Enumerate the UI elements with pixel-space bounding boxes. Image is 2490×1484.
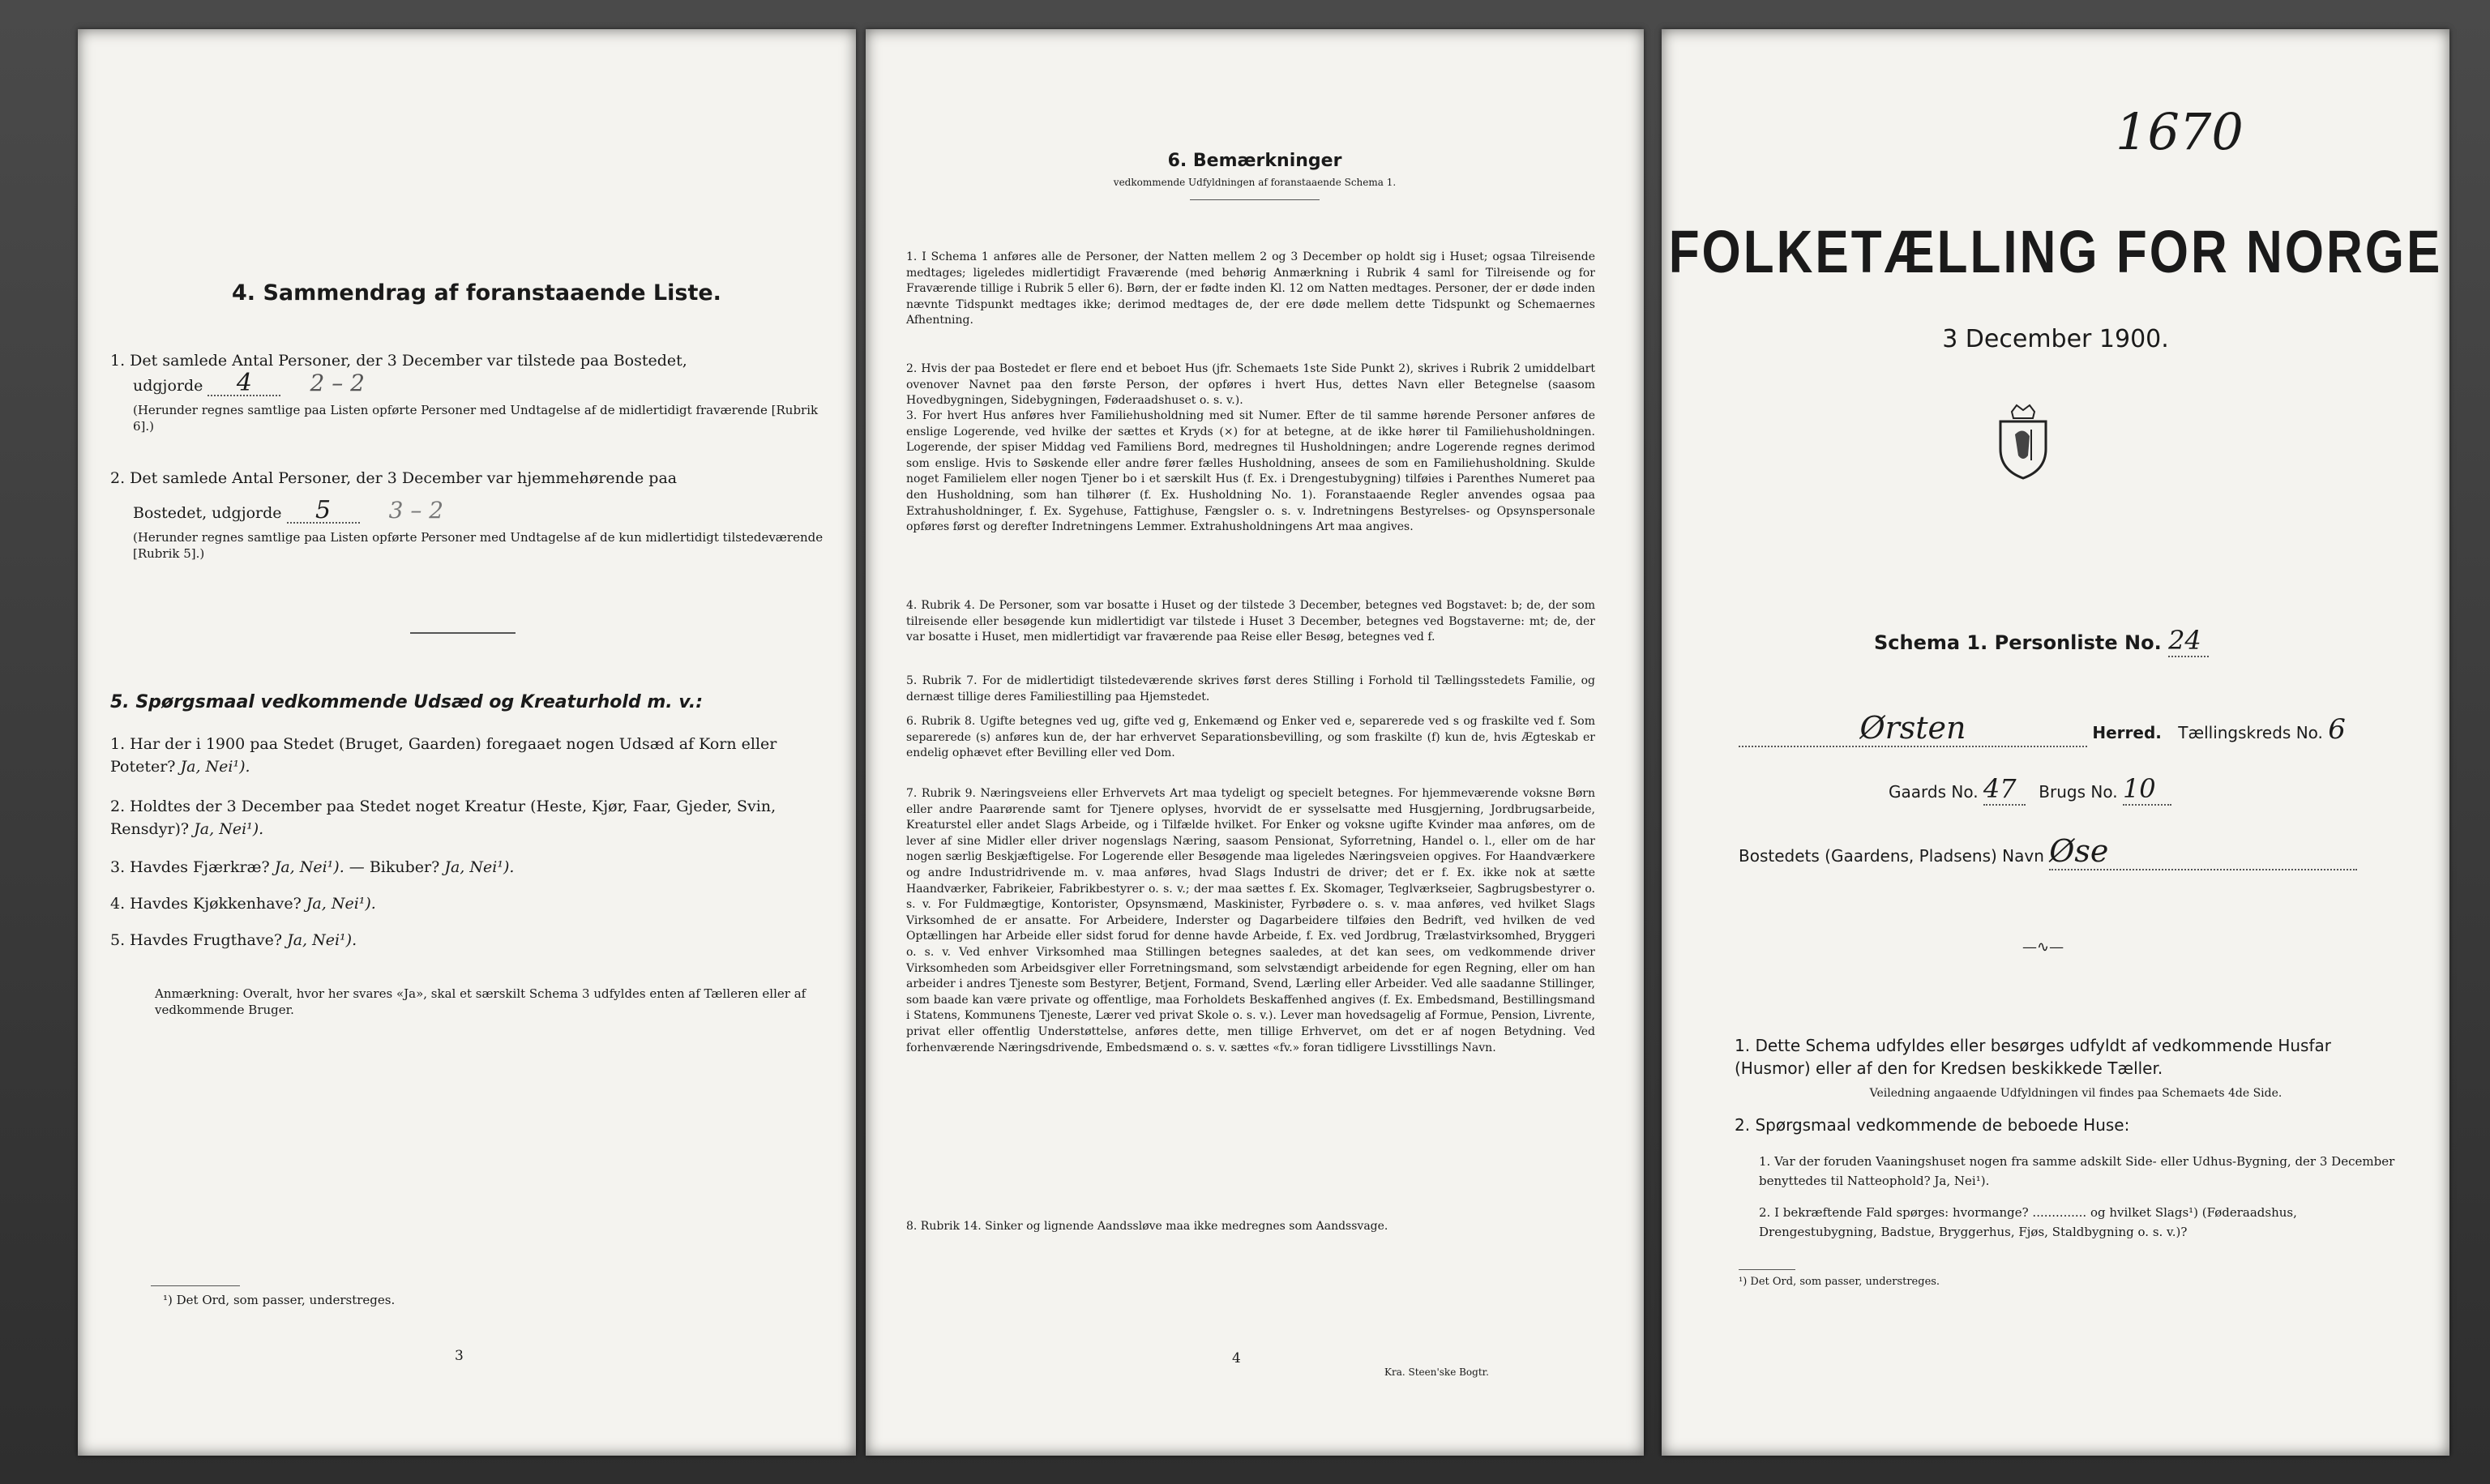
footnote: ¹) Det Ord, som passer, understreges.	[1739, 1276, 1940, 1288]
instruction-1: 1. Dette Schema udfyldes eller besørges udfyldt af vedkommende Husfar (Husmor) eller af den for Kredsen beskikkede Tæller.	[1735, 1036, 2331, 1078]
instruction-2: 2. Spørgsmaal vedkommende de beboede Huse:	[1735, 1115, 2130, 1135]
divider	[410, 632, 516, 634]
livestock-question	[110, 795, 824, 840]
bosted-line	[1739, 833, 2357, 870]
s5-q2-text: 2. Holdtes der 3 December paa Stedet noget Kreatur (Heste, Kjør, Faar, Gjeder, Svin, Rensdyr)?	[110, 798, 777, 838]
remark-item-1: 1. I Schema 1 anføres alle de Personer, der Natten mellem 2 og 3 December op holdt sig i Huset; ogsaa Tilreisende medtages; ligeledes midlertidigt Fraværende (med behørig Anmærkning i Rubrik 4 saml for Tilreisende og for Fraværende tillige i Rubrik 5 eller 6). Børn, der er fødte inden Kl. 12 om Natten medtages. Personer, der er døde inden nævnte Tidspunkt medtages ikke; derimod medtages de, der ere døde mellem dette Tidspunkt og Schemaernes Afhentning.	[906, 250, 1595, 327]
gaards-line	[1889, 773, 2171, 806]
s5-q3-answer: Ja, Nei¹).	[274, 858, 344, 876]
q1-label: udgjorde	[133, 377, 203, 395]
gaards-number: 47	[1983, 773, 2026, 806]
remark-item-6: 6. Rubrik 8. Ugifte betegnes ved ug, gifte ved g, Enkemænd og Enker ved e, separerede ved s og fraskilte ved f. Som separerede (s) anføres kun de, der har erhvervet Separationsbevilling, og som fraskilte (f) kun de, hvis Ægteskab er endelig ophævet efter Bevilling eller ved Dom.	[906, 715, 1595, 760]
instruction-1-note: Veiledning angaaende Udfyldningen vil findes paa Schemaets 4de Side.	[1869, 1087, 2282, 1100]
bosted-label: Bostedets (Gaardens, Pladsens) Navn	[1739, 846, 2044, 866]
herred-value: Ørsten	[1739, 710, 2087, 747]
herred-line	[1739, 710, 2411, 747]
summary-question-1	[110, 349, 824, 434]
census-date: 3 December 1900.	[1942, 325, 2169, 353]
remark-item-3: 3. For hvert Hus anføres hver Familiehusholdning med sit Numer. Efter de til samme hørende Personer anføres de enslige Logerende, ved hvilke der sættes et Kryds (×) for at betegne, at de ikke hører til Familiehusholdningen. Logerende, der spiser Middag ved Familiens Bord, medregnes til Husholdningen; andre Logerende regnes derimod som enslige. Hvis to Søskende eller andre fører fælles Husholdning, ansees de som en Familiehusholdning. Skulde noget Familielem eller nogen Tjener bo i et særskilt Hus (f. Ex. i Drengestubygning) tilføies i Parenthes Numeret paa den Husholdning, som han tilhører (f. Ex. Husholdning No. 1). Foranstaaende Regler anvendes ogsaa paa Extrahusholdninger, f. Ex. Sygehuse, Fattighuse, Fængsler o. s. v. Indretningens Bestyrelses- og Opsynspersonale opføres først og derefter Indretningens Lemmer. Extrahusholdningens Art maa angives.	[906, 409, 1595, 534]
q1-value: 4	[208, 372, 280, 396]
schema-line	[1874, 625, 2209, 657]
herred-label: Herred.	[2092, 723, 2162, 742]
remark-item-7: 7. Rubrik 9. Næringsveiens eller Erhvervets Art maa tydeligt og specielt betegnes. For hjemmeværende voksne Børn eller andre Paarørende samt for Tjenere oplyses, hvorvidt de er sysselsatte med Husgjerning, Jordbrugsarbeide, Kreaturstel eller andet Slags Arbeide, og i Tilfælde hvilket. For Enker og voksne ugifte Kvinder maa anføres, om de lever af sine Midler eller driver nogenslags Næring, saasom Pensionat, Syforretning, Handel o. l., eller om de har nogen særlig Beskjæftigelse. For Logerende eller Besøgende maa ligeledes Næringsveien opgives. For Haandværkere og andre Industridrivende m. v. maa anføres, hvad Slags Industri de driver; det er f. Ex. ikke nok at sætte Haandværker, Fabrikeier, Fabrikbestyrer o. s. v.; der maa sættes f. Ex. Skomager, Teglværkseier, Sagbrugsbestyrer o. s. v. For Fuldmægtige, Kontorister, Opsynsmænd, Maskinister, Fyrbødere o. s. v. maa anføres, ved hvilket Slags Virksomhed de er ansatte. For Arbeidere, Inderster og Dagarbeidere tilføies den Bedrift, ved hvilken de ved Optællingen har Arbeide eller sidst forud for denne havde Arbeide, f. Ex. ved Jordbrug, Trælastvirksomhed, Bryggeri o. s. v. Ved enhver Virksomhed maa Stillingen betegnes saaledes, at det kan sees, om vedkommende driver Virksomheden som Arbeidsgiver eller Forretningsmand, som selvstændigt arbeidende for egen Regning, eller om han arbeider i andres Tjeneste som Bestyrer, Betjent, Formand, Svend, Lærling eller Arbeider. Ved alle saadanne Stillinger, som baade kan være private og offentlige, maa Forholdets Beskaffenhed angives (f. Ex. Embedsmand, Bestillingsmand i Statens, Kommunens Tjeneste, Lærer ved privat Skole o. s. v.). Lever man hovedsagelig af Formue, Pension, Livrente, privat eller offentlig Understøttelse, anføres dette, men tillige Erhvervet, om det er af nogen Betydning. Ved forhenværende Næringsdrivende, Embedsmænd o. s. v. sættes «fv.» foran tidligere Livsstillings Navn.	[906, 787, 1595, 1054]
q2-value: 5	[287, 499, 360, 524]
right-page	[1662, 29, 2449, 1456]
schema-label: Schema 1. Personliste No.	[1874, 631, 2162, 654]
q2-label: Bostedet, udgjorde	[133, 504, 282, 522]
kreds-number: 6	[2328, 713, 2346, 746]
bosted-value: Øse	[2049, 833, 2357, 870]
left-page	[78, 29, 856, 1456]
remark-item-2: 2. Hvis der paa Bostedet er flere end et beboet Hus (jfr. Schemaets 1ste Side Punkt 2), skrives i Rubrik 2 umiddelbart ovenover Navnet paa den første Person, der opføres i hvert Hus, dettes Navn eller Betegnelse (saasom Hovedbygningen, Sidebygningen, Føderaadshuset o. s. v.).	[906, 362, 1595, 408]
remarks-subtitle: vedkommende Udfyldningen af foranstaaende Schema 1.	[1113, 177, 1397, 188]
ornament-divider: —∿—	[2022, 939, 2064, 956]
s5-q3-text: 3. Havdes Fjærkræ?	[110, 858, 270, 876]
instruction-2-question-1: 1. Var der foruden Vaaningshuset nogen fra samme adskilt Side- eller Udhus-Bygning, der 3 December benyttedes til Natteophold? Ja, Nei¹).	[1759, 1154, 2395, 1188]
title-rule	[1190, 199, 1320, 200]
q2-split: 3 – 2	[388, 497, 444, 524]
brugs-label: Brugs No.	[2039, 782, 2118, 802]
crops-question	[110, 733, 824, 778]
q2-text: 2. Det samlede Antal Personer, der 3 December var hjemmehørende paa	[110, 469, 678, 487]
remark-note: Anmærkning: Overalt, hvor her svares «Ja», skal et særskilt Schema 3 udfyldes enten af Tælleren eller af vedkommende Bruger.	[155, 986, 806, 1017]
orchard-question	[110, 929, 824, 952]
q1-split: 2 – 2	[310, 370, 365, 396]
norwegian-crest-icon	[1994, 402, 2052, 480]
printer-imprint: Kra. Steen'ske Bogtr.	[1384, 1366, 1489, 1378]
section5-title: 5. Spørgsmaal vedkommende Udsæd og Kreaturhold m. v.:	[110, 692, 704, 712]
remark-item-4: 4. Rubrik 4. De Personer, som var bosatte i Huset og der tilstede 3 December, betegnes ved Bogstavet: b; de, der som tilreisende eller besøgende kun midlertidigt var tilstede i Huset 3 December, betegnes ved Bogstaverne: mt; de, der var bosatte i Huset, men midlertidigt var fraværende paa Reise eller Besøg, betegnes ved f.	[906, 599, 1595, 644]
s5-q3b-text: — Bikuber?	[349, 858, 440, 876]
kreds-label: Tællingskreds No.	[2178, 723, 2323, 742]
s5-q5-answer: Ja, Nei¹).	[287, 931, 357, 949]
page-number: 3	[455, 1348, 464, 1364]
gaards-label: Gaards No.	[1889, 782, 1979, 802]
personliste-number: 24	[2168, 625, 2209, 657]
remark-item-5: 5. Rubrik 7. For de midlertidigt tilstedeværende skrives først deres Stilling i Forhold til Tællingsstedets Familie, og dernæst tillige deres Familiestilling paa Hjemstedet.	[906, 674, 1595, 704]
archive-number: 1670	[2116, 102, 2244, 161]
q2-note: (Herunder regnes samtlige paa Listen opførte Personer med Undtagelse af de kun midlertidigt tilstedeværende [Rubrik 5].)	[133, 530, 824, 561]
page-number: 4	[1232, 1350, 1241, 1366]
remark-item-8: 8. Rubrik 14. Sinker og lignende Aandssløve maa ikke medregnes som Aandssvage.	[906, 1220, 1388, 1233]
document-title: FOLKETÆLLING FOR NORGE	[1668, 219, 2443, 286]
poultry-question	[110, 856, 824, 879]
s5-q1-answer: Ja, Nei¹).	[180, 758, 250, 776]
footnote: ¹) Det Ord, som passer, understreges.	[163, 1293, 396, 1307]
q1-text: 1. Det samlede Antal Personer, der 3 December var tilstede paa Bostedet,	[110, 352, 687, 370]
s5-q1-text: 1. Har der i 1900 paa Stedet (Bruget, Gaarden) foregaaet nogen Udsæd af Korn eller Poteter?	[110, 735, 777, 776]
section4-title: 4. Sammendrag af foranstaaende Liste.	[232, 280, 721, 306]
s5-q2-answer: Ja, Nei¹).	[194, 820, 264, 838]
s5-q4-text: 4. Havdes Kjøkkenhave?	[110, 895, 302, 913]
footnote-rule	[1739, 1269, 1795, 1270]
kitchen-garden-question	[110, 892, 824, 915]
summary-question-2	[110, 467, 824, 562]
middle-page	[866, 29, 1644, 1456]
remarks-title: 6. Bemærkninger	[1167, 151, 1342, 171]
s5-q5-text: 5. Havdes Frugthave?	[110, 931, 283, 949]
q1-note: (Herunder regnes samtlige paa Listen opførte Personer med Undtagelse af de midlertidigt fraværende [Rubrik 6].)	[133, 403, 819, 434]
instruction-2-question-2: 2. I bekræftende Fald spørges: hvormange? .............. og hvilket Slags¹) (Føderaadshus, Drengestubygning, Badstue, Bryggerhus, Fjøs, Staldbygning o. s. v.)?	[1759, 1205, 2297, 1239]
s5-q3b-answer: Ja, Nei¹).	[444, 858, 515, 876]
brugs-number: 10	[2123, 773, 2171, 806]
s5-q4-answer: Ja, Nei¹).	[306, 895, 376, 913]
footnote-rule	[151, 1285, 240, 1286]
